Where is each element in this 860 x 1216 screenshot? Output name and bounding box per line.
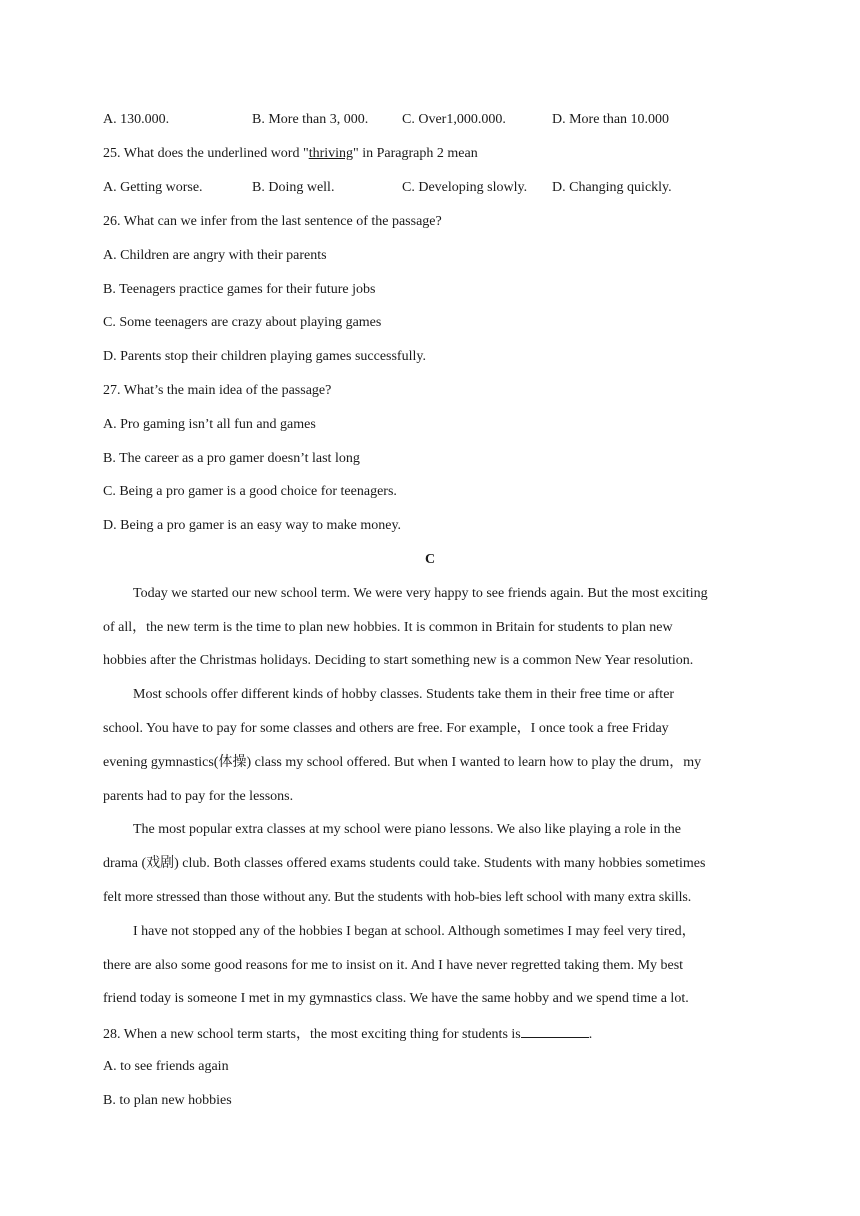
q24-option-d: D. More than 10.000 [552, 112, 670, 127]
q26-question: 26. What can we infer from the last sentence of the passage? [103, 214, 442, 229]
passage-line: of all，the new term is the time to plan new hobbies. It is common in Britain for students to plan new [103, 620, 673, 635]
q25-question-prefix: 25. What does the underlined word " [103, 146, 309, 161]
passage-line: there are also some good reasons for me to insist on it. And I have never regretted taking them. My best [103, 958, 684, 973]
q27-option-d: D. Being a pro gamer is an easy way to make money. [103, 518, 402, 533]
q28-question-text: 28. When a new school term starts，the most exciting thing for students is [103, 1027, 521, 1042]
passage-line: Today we started our new school term. We were very happy to see friends again. But the most exciting [133, 586, 708, 601]
q25-option-b: B. Doing well. [252, 180, 335, 195]
q25-option-c: C. Developing slowly. [402, 180, 528, 195]
q27-option-a: A. Pro gaming isn’t all fun and games [103, 417, 316, 432]
section-heading: C [424, 552, 436, 567]
q28-question [103, 1023, 592, 1045]
passage-line: Most schools offer different kinds of hobby classes. Students take them in their free time or after [133, 687, 675, 702]
q26-option-d: D. Parents stop their children playing games successfully. [103, 349, 426, 364]
passage-line: evening gymnastics(体操) class my school offered. But when I wanted to learn how to play the drum，my [103, 755, 702, 770]
q28-option-a: A. to see friends again [103, 1059, 229, 1074]
q26-option-a: A. Children are angry with their parents [103, 248, 327, 263]
answer-blank [521, 1023, 589, 1038]
passage-line: felt more stressed than those without any. But the students with hob-bies left school with many extra skills. [103, 890, 692, 905]
q28-option-b: B. to plan new hobbies [103, 1093, 232, 1108]
passage-line: friend today is someone I met in my gymnastics class. We have the same hobby and we spend time a lot. [103, 991, 689, 1006]
q26-option-b: B. Teenagers practice games for their future jobs [103, 282, 376, 297]
q25-question-suffix: " in Paragraph 2 mean [353, 146, 478, 161]
q25-option-d: D. Changing quickly. [552, 180, 672, 195]
q27-question: 27. What’s the main idea of the passage? [103, 383, 332, 398]
q28-question-end: . [588, 1027, 593, 1042]
q26-option-c: C. Some teenagers are crazy about playing games [103, 315, 382, 330]
q25-question [103, 144, 478, 164]
passage-line: I have not stopped any of the hobbies I began at school. Although sometimes I may feel very tired， [133, 924, 696, 939]
q27-option-c: C. Being a pro gamer is a good choice for teenagers. [103, 484, 397, 499]
passage-line: The most popular extra classes at my school were piano lessons. We also like playing a role in the [133, 822, 681, 837]
q24-option-a: A. 130.000. [103, 112, 170, 127]
passage-line: school. You have to pay for some classes and others are free. For example，I once took a free Friday [103, 721, 669, 736]
passage-line: drama (戏剧) club. Both classes offered exams students could take. Students with many hobbies sometimes [103, 856, 706, 871]
q24-option-b: B. More than 3, 000. [252, 112, 369, 127]
q25-option-a: A. Getting worse. [103, 180, 203, 195]
q24-option-c: C. Over1,000.000. [402, 112, 506, 127]
passage-line: hobbies after the Christmas holidays. Deciding to start something new is a common New Year resolution. [103, 653, 694, 668]
q25-underlined-word: thriving [308, 146, 354, 161]
q27-option-b: B. The career as a pro gamer doesn’t last long [103, 451, 360, 466]
passage-line: parents had to pay for the lessons. [103, 789, 294, 804]
